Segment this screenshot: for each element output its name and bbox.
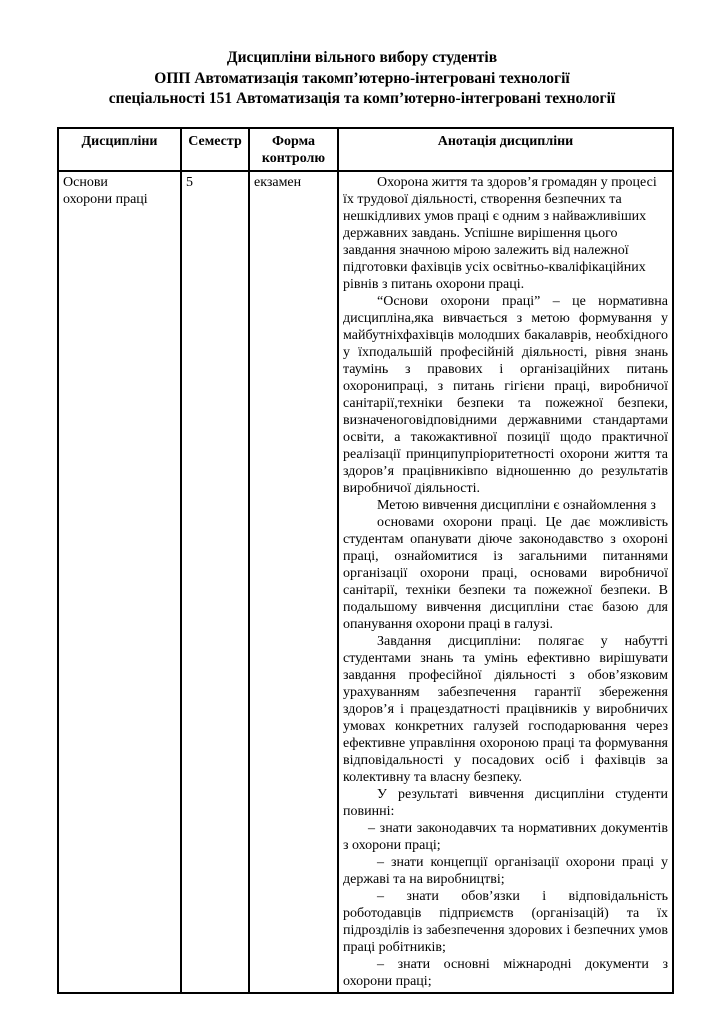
- annotation-paragraph: основами охорони праці. Це дає можливість студентам опанувати діюче законодавство з охороні праці, ознайомитися із загальними питаннями організації охорони праці, основами виробничої санітарії, техніки безпеки та пожежної безпеки. В подальшому вивчення дисципліни стає базою для опанування охорони праці в галузі.: [343, 515, 668, 632]
- annotation-paragraph: У результаті вивчення дисципліни студенти повинні:: [343, 787, 668, 819]
- document-title: [0, 0, 724, 110]
- annotation-paragraph: Охорона життя та здоров’я громадян у процесі їх трудової діяльності, створення безпечних та нешкідливих умов праці є одним з найважливіших державних завдань. Успішне вирішення цього завдання значною мірою залежить від належної підготовки фахівців усіх освітньо-кваліфікаційних рівнів з питань охорони праці.: [343, 175, 657, 292]
- column-header-semester: Семестр: [181, 128, 249, 171]
- annotation-paragraph: Завдання дисципліни: полягає у набутті студентами знань та умінь ефективно вирішувати завдання професійної діяльності з обов’язковим урахуванням забезпечення гарантії збереження здоров’я і працездатності працівників у виробничих умовах конкретних галузей господарювання через ефективне управління охороною праці та формування відповідальності у посадових осіб і фахівців за колективну та власну безпеку.: [343, 634, 668, 785]
- control-form-cell: екзамен: [249, 171, 338, 993]
- annotation-paragraphs: [343, 174, 668, 990]
- annotation-paragraph: – знати обов’язки і відповідальність роботодавців підприємств (організацій) та їх підрозділів із забезпечення здорових і безпечних умов праці робітників;: [343, 889, 668, 955]
- discipline-name-line-1: Основи: [63, 175, 108, 190]
- disciplines-table: [57, 127, 674, 994]
- table-header-row: [58, 128, 673, 171]
- annotation-paragraph: Метою вивчення дисципліни є ознайомлення з: [377, 498, 656, 513]
- discipline-cell: [58, 171, 181, 993]
- column-header-annotation: Анотація дисципліни: [338, 128, 673, 171]
- title-line-2: ОПП Автоматизація такомп’ютерно-інтегровані технології: [154, 69, 570, 87]
- semester-cell: 5: [181, 171, 249, 993]
- column-header-control-form: Форма контролю: [249, 128, 338, 171]
- column-header-disciplines: Дисципліни: [58, 128, 181, 171]
- annotation-cell: [338, 171, 673, 993]
- title-line-3: спеціальності 151 Автоматизація та комп’ютерно-інтегровані технології: [108, 90, 616, 107]
- discipline-name-line-2: охорони праці: [63, 192, 148, 207]
- annotation-paragraph: – знати основні міжнародні документи з охорони праці;: [343, 957, 668, 989]
- table-row: [58, 171, 673, 993]
- title-line-1: Дисципліни вільного вибору студентів: [226, 49, 498, 66]
- annotation-paragraph: – знати законодавчих та нормативних документів з охорони праці;: [343, 821, 668, 853]
- annotation-paragraph: – знати концепції організації охорони праці у державі та на виробництві;: [343, 855, 668, 887]
- annotation-paragraph: “Основи охорони праці” – це нормативна дисципліна,яка вивчається з метою формування у майбутніхфахівців молодших бакалаврів, необхідного у їхподальшій професійній діяльності, рівня знань таумінь з правових і організаційних питань охоронипраці, з питань гігієни праці, виробничої санітарії,техніки безпеки та пожежної безпеки, визначеноговідповідними державними стандартами освіти, а такожактивної позиції щодо практичної реалізації принципупріоритетності охорони життя та здоров’я працівниківпо відношенню до результатів виробничої діяльності.: [343, 294, 668, 496]
